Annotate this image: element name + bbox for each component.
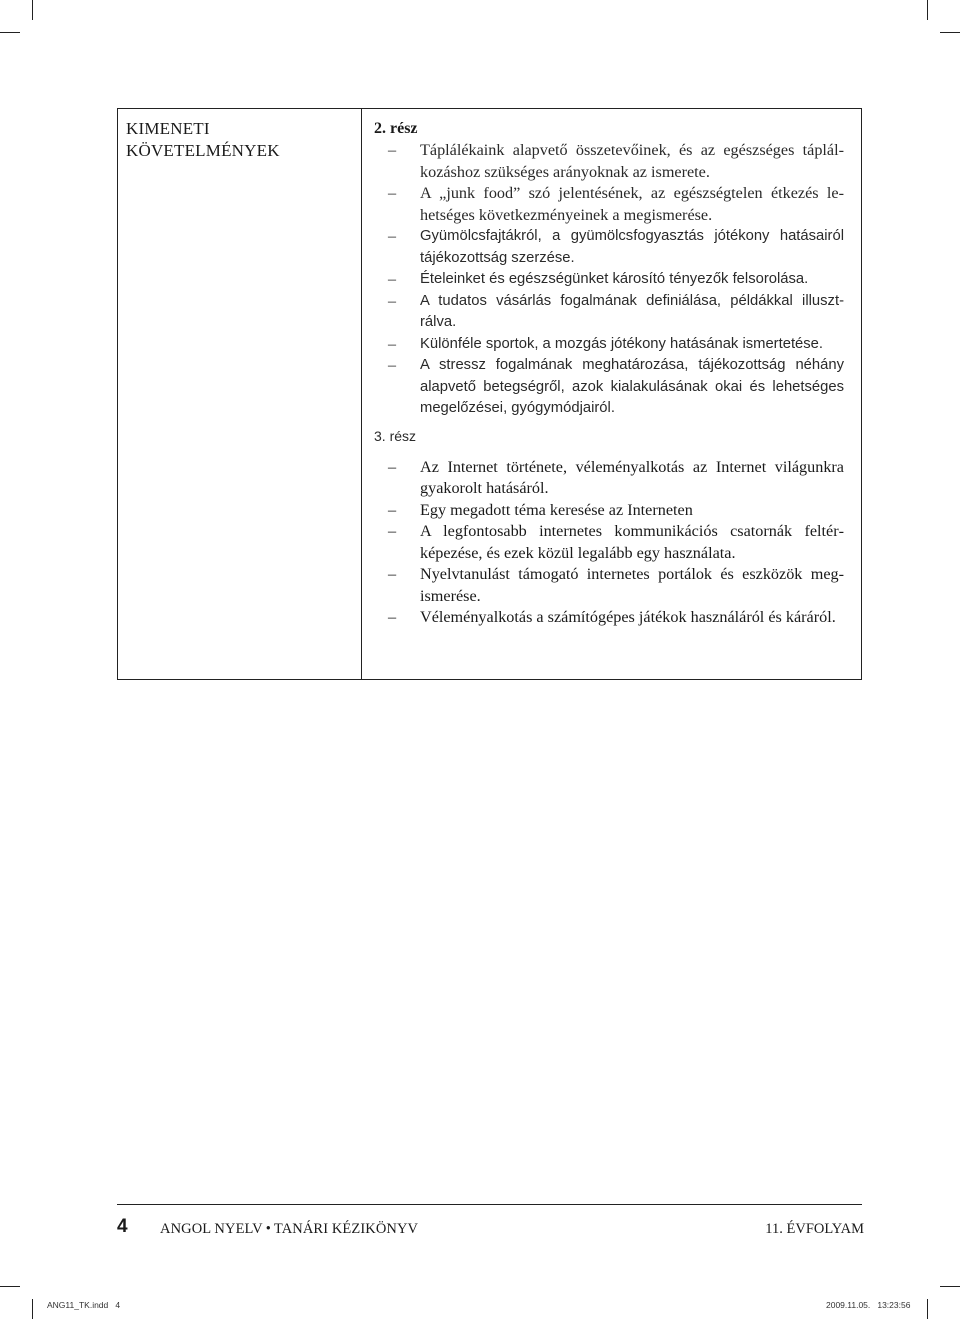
crop-mark-bottom-right-h (940, 1286, 960, 1287)
footer-bullet: • (265, 1221, 271, 1237)
list-item (374, 334, 844, 356)
list-item (374, 355, 844, 420)
dash-bullet: – (388, 228, 396, 245)
list-item-text: Egy megadott téma keresése az Interneten (420, 500, 693, 519)
list-item-text: Gyümölcsfajtákról, a gyümölcsfogyasztás jótékony hatásairól tájékozottság szerzése. (420, 228, 844, 266)
list-item (374, 564, 844, 607)
page-number: 4 (117, 1216, 128, 1237)
list-item-text: A tudatos vásárlás fogalmának definiálása, példákkal illusztrálva. (420, 292, 844, 330)
list-item-text: A „junk food” szó jelentésének, az egészségtelen étkezés lehetséges következményeinek a megismerése. (420, 184, 844, 224)
column-divider (361, 109, 362, 679)
requirements-label-line-1: KIMENETI (126, 119, 210, 138)
dash-bullet: – (388, 141, 397, 159)
requirements-content (374, 118, 844, 629)
list-item-text: A legfontosabb internetes kommunikációs csatornák feltérképezése, és ezek közül legalább egy használata. (420, 522, 844, 562)
slug-timestamp: 2009.11.05. 13:23:56 (826, 1300, 911, 1310)
list-item (374, 140, 844, 183)
crop-mark-bottom-right-v (927, 1299, 928, 1319)
footer-rule (117, 1204, 862, 1205)
part-3-title: 3. rész (374, 427, 417, 444)
dash-bullet: – (388, 335, 396, 353)
crop-mark-top-right-h (940, 32, 960, 33)
dash-bullet: – (388, 271, 396, 288)
requirements-label-line-2: KÖVETELMÉNYEK (126, 141, 280, 160)
dash-bullet: – (388, 357, 396, 374)
list-item-text: Táplálékaink alapvető összetevőinek, és az egészséges táplálkozáshoz szükséges arányoknak az ismerete. (420, 141, 844, 181)
list-item (374, 226, 844, 269)
dash-bullet: – (388, 608, 397, 626)
crop-mark-top-right-v (927, 0, 928, 20)
footer-title (160, 1221, 418, 1238)
requirements-table (117, 108, 862, 680)
dash-bullet: – (388, 500, 397, 519)
crop-mark-top-left-h (0, 32, 20, 33)
list-item-text: Ételeinket és egészségünket károsító tényezők felsorolása. (420, 271, 809, 287)
dash-bullet: – (388, 184, 397, 202)
part-2-list (374, 140, 844, 420)
list-item (374, 500, 844, 522)
dash-bullet: – (388, 522, 397, 540)
slug-file: ANG11_TK.indd 4 (47, 1300, 121, 1310)
list-item (374, 521, 844, 564)
crop-mark-top-left-v (32, 0, 33, 20)
dash-bullet: – (388, 457, 397, 476)
list-item (374, 291, 844, 334)
list-item-text: A stressz fogalmának meghatározása, tájékozottság néhány alapvető betegségről, azok kialakulásának okai és lehetséges megelőzései, gyógymódjairól. (420, 357, 844, 416)
list-item (374, 607, 844, 629)
dash-bullet: – (388, 292, 396, 310)
list-item (374, 183, 844, 226)
list-item (374, 457, 844, 500)
crop-mark-bottom-left-h (0, 1286, 20, 1287)
list-item-text: Nyelvtanulást támogató internetes portálok és eszközök megismerése. (420, 565, 844, 605)
crop-mark-bottom-left-v (32, 1299, 33, 1319)
part-2-title: 2. rész (374, 120, 418, 137)
footer-grade: 11. ÉVFOLYAM (765, 1221, 864, 1237)
requirements-label (126, 118, 280, 162)
list-item-text: Véleményalkotás a számítógépes játékok használáról és káráról. (420, 608, 836, 626)
dash-bullet: – (388, 565, 397, 583)
part-3-list (374, 457, 844, 629)
footer-title-right: TANÁRI KÉZIKÖNYV (273, 1221, 419, 1237)
list-item-text: Az Internet története, véleményalkotás az Internet világunkra gyakorolt hatásáról. (420, 457, 844, 497)
list-item (374, 269, 844, 291)
list-item-text: Különféle sportok, a mozgás jótékony hatásának ismertetése. (420, 335, 824, 352)
footer-title-left: ANGOL NYELV (160, 1221, 263, 1237)
